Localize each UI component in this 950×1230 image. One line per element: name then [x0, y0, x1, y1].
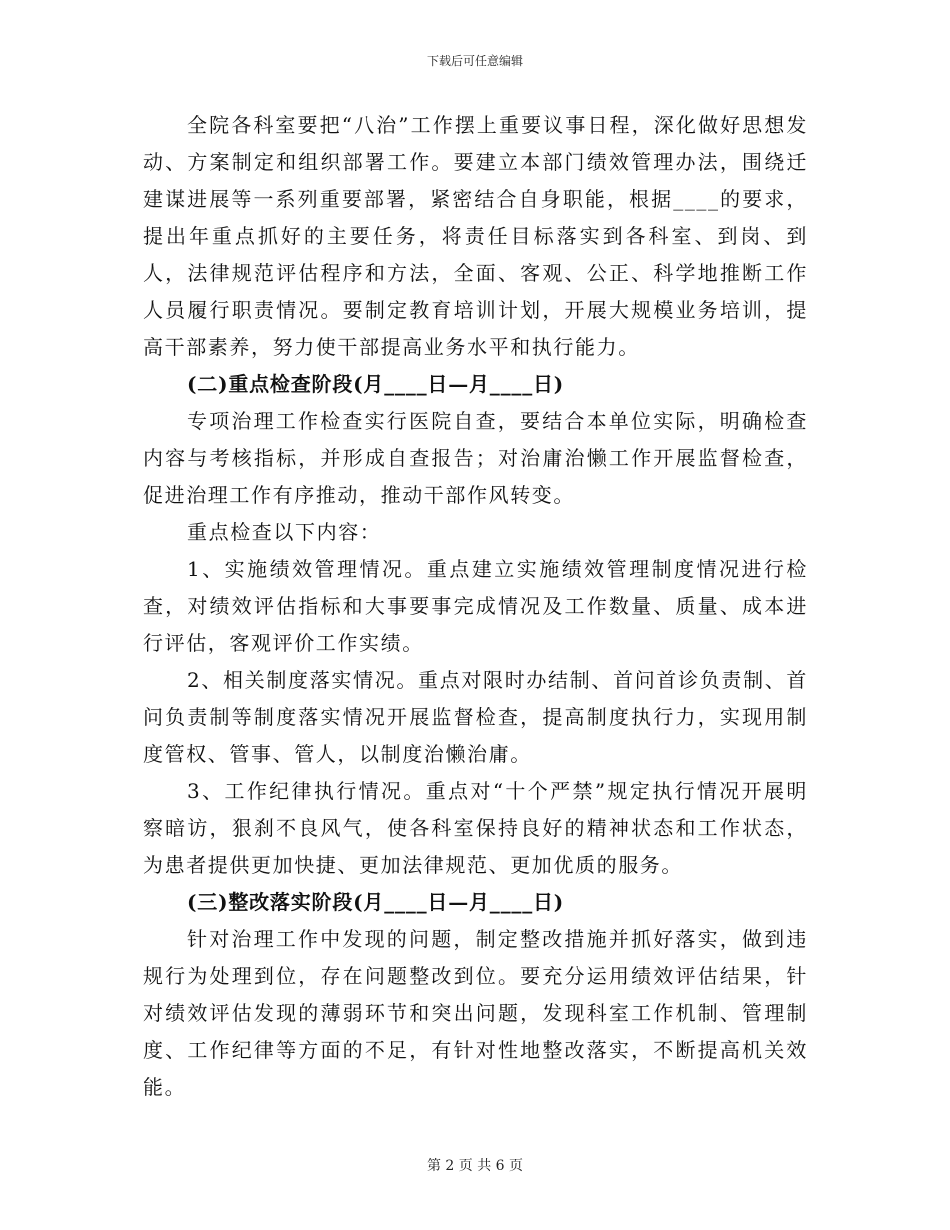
document-body — [143, 107, 808, 1106]
paragraph-self-inspection: 专项治理工作检查实行医院自查，要结合本单位实际，明确检查内容与考核指标，并形成自查报告；对治庸治懒工作开展监督检查，促进治理工作有序推动，推动干部作风转变。 — [143, 409, 808, 507]
paragraph-item-regulations: 2、相关制度落实情况。重点对限时办结制、首问首诊负责制、首问负责制等制度落实情况开展监督检查，提高制度执行力，实现用制度管权、管事、管人，以制度治懒治庸。 — [143, 668, 808, 766]
page-number: 第 2 页 共 6 页 — [426, 1158, 524, 1174]
section-heading-inspection: (二)重点检查阶段(月____日—月____日) — [187, 372, 565, 396]
paragraph-deployment: 全院各科室要把“八治”工作摆上重要议事日程，深化做好思想发动、方案制定和组织部署工作。要建立本部门绩效管理办法，围绕迁建谋进展等一系列重要部署，紧密结合自身职能，根据____的要求，提出年重点抓好的主要任务，将责任目标落实到各科室、到岗、到人，法律规范评估程序和方法，全面、客观、公正、科学地推断工作人员履行职责情况。要制定教育培训计划，开展大规模业务培训，提高干部素养，努力使干部提高业务水平和执行能力。 — [143, 113, 808, 359]
paragraph-item-performance: 1、实施绩效管理情况。重点建立实施绩效管理制度情况进行检查，对绩效评估指标和大事要事完成情况及工作数量、质量、成本进行评估，客观评价工作实绩。 — [143, 557, 808, 655]
page-header: 下载后可任意编辑 — [426, 54, 523, 68]
section-heading-rectification: (三)整改落实阶段(月____日—月____日) — [187, 890, 565, 914]
paragraph-item-discipline: 3、工作纪律执行情况。重点对“十个严禁”规定执行情况开展明察暗访，狠刹不良风气，使各科室保持良好的精神状态和工作状态，为患者提供更加快捷、更加法律规范、更加优质的服务。 — [143, 779, 808, 877]
paragraph-inspection-intro: 重点检查以下内容： — [187, 520, 382, 544]
paragraph-rectification: 针对治理工作中发现的问题，制定整改措施并抓好落实，做到违规行为处理到位，存在问题整改到位。要充分运用绩效评估结果，针对绩效评估发现的薄弱环节和突出问题，发现科室工作机制、管理制度、工作纪律等方面的不足，有针对性地整改落实，不断提高机关效能。 — [143, 927, 808, 1099]
